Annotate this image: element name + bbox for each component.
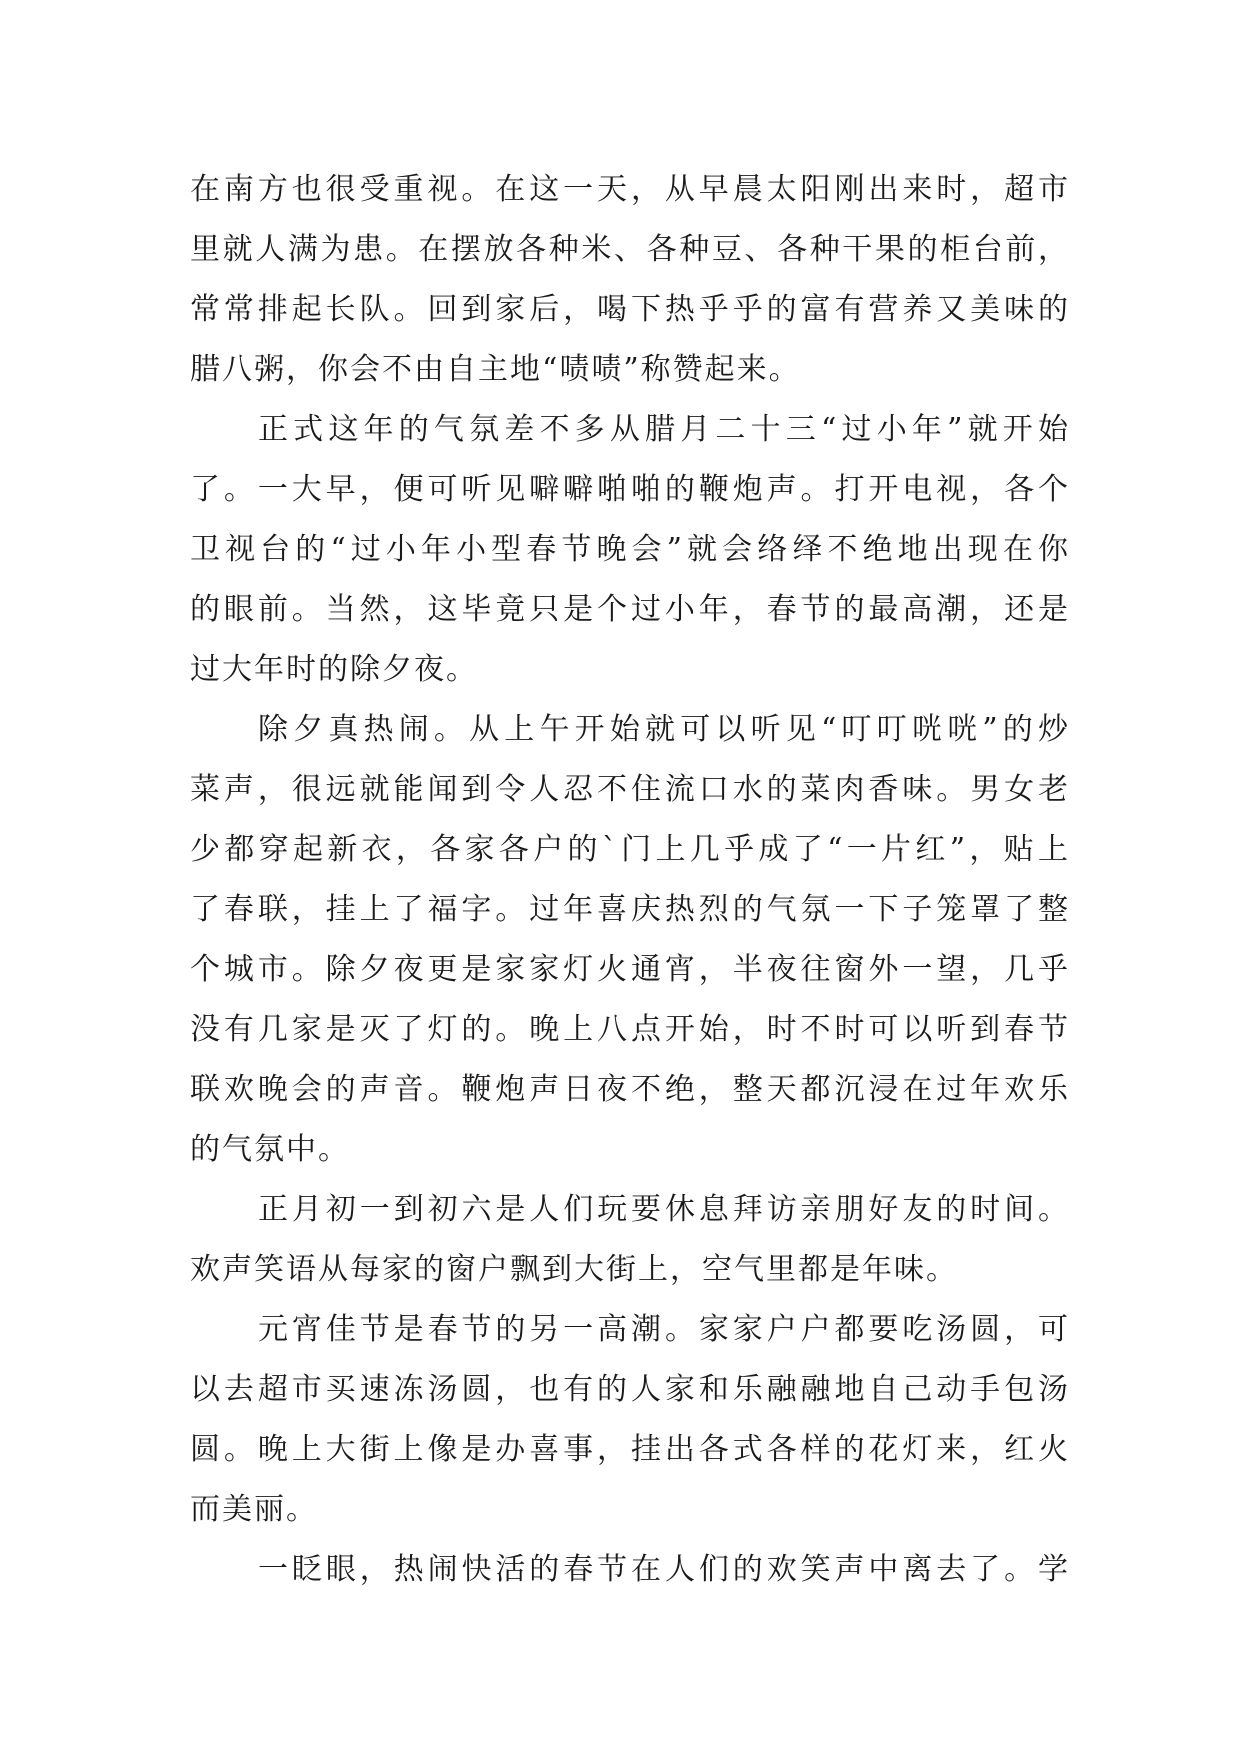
paragraph-first-line: 除夕真热闹。从上午开始就可以听见“叮叮咣咣”的炒 bbox=[258, 712, 1070, 747]
paragraph-first-line: 一眨眼，热闹快活的春节在人们的欢笑声中离去了。学 bbox=[258, 1552, 1070, 1587]
text-line: 过大年时的除夕夜。 bbox=[190, 652, 478, 687]
paragraph-first-line: 正月初一到初六是人们玩要休息拜访亲朋好友的时间。 bbox=[258, 1192, 1070, 1227]
text-line: 了。一大早，便可听见噼噼啪啪的鞭炮声。打开电视，各个 bbox=[190, 472, 1070, 507]
text-line: 联欢晚会的声音。鞭炮声日夜不绝，整天都沉浸在过年欢乐 bbox=[190, 1072, 1070, 1107]
body-text bbox=[190, 160, 1070, 1600]
text-line: 以去超市买速冻汤圆，也有的人家和乐融融地自己动手包汤 bbox=[190, 1372, 1070, 1407]
text-line: 圆。晚上大街上像是办喜事，挂出各式各样的花灯来，红火 bbox=[190, 1432, 1070, 1467]
paragraph-first-line: 元宵佳节是春节的另一高潮。家家户户都要吃汤圆，可 bbox=[258, 1312, 1070, 1347]
text-line: 而美丽。 bbox=[190, 1492, 318, 1527]
text-line: 了春联，挂上了福字。过年喜庆热烈的气氛一下子笼罩了整 bbox=[190, 892, 1070, 927]
text-line: 在南方也很受重视。在这一天，从早晨太阳刚出来时，超市 bbox=[190, 172, 1070, 207]
text-line: 腊八粥，你会不由自主地“啧啧”称赞起来。 bbox=[190, 352, 801, 387]
text-line: 菜声，很远就能闻到令人忍不住流口水的菜肉香味。男女老 bbox=[190, 772, 1070, 807]
text-line: 没有几家是灭了灯的。晚上八点开始，时不时可以听到春节 bbox=[190, 1012, 1070, 1047]
text-line: 里就人满为患。在摆放各种米、各种豆、各种干果的柜台前， bbox=[190, 232, 1070, 267]
text-line: 少都穿起新衣，各家各户的`门上几乎成了“一片红”，贴上 bbox=[190, 832, 1070, 867]
text-line: 欢声笑语从每家的窗户飘到大街上，空气里都是年味。 bbox=[190, 1252, 958, 1287]
text-line: 的眼前。当然，这毕竟只是个过小年，春节的最高潮，还是 bbox=[190, 592, 1070, 627]
text-line: 常常排起长队。回到家后，喝下热乎乎的富有营养又美味的 bbox=[190, 292, 1070, 327]
text-line: 个城市。除夕夜更是家家灯火通宵，半夜往窗外一望，几乎 bbox=[190, 952, 1070, 987]
text-line: 卫视台的“过小年小型春节晚会”就会络绎不绝地出现在你 bbox=[190, 532, 1070, 567]
paragraph-first-line: 正式这年的气氛差不多从腊月二十三“过小年”就开始 bbox=[258, 412, 1070, 447]
text-line: 的气氛中。 bbox=[190, 1132, 350, 1167]
